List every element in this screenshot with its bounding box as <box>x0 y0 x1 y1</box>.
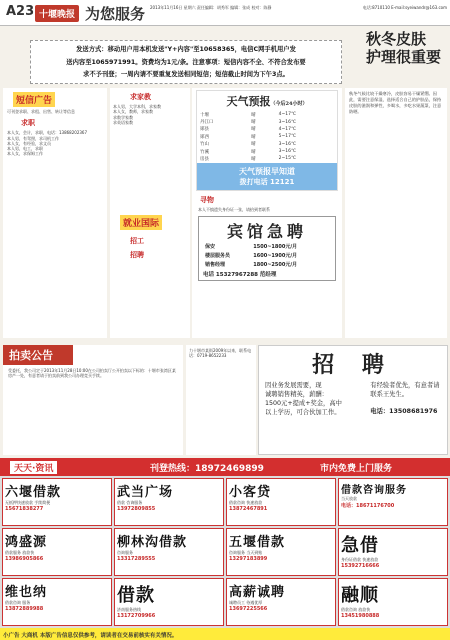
page-header <box>0 0 450 26</box>
newspaper-logo: 十堰晚报 <box>35 5 79 22</box>
hotel-positions <box>203 242 331 269</box>
recruit-line: 因业务发展需要，现 <box>265 382 322 389</box>
ads-bar-hotline: 刊登热线：18972469899 <box>150 464 264 474</box>
notice-snippet <box>186 345 256 455</box>
section-title: 为您服务 <box>85 5 146 23</box>
list-item: 本人男，大学本科，求家教 <box>113 104 161 109</box>
ad-cell: 六堰借款 无抵押快速放款 手续简便 15671838277 <box>2 478 112 526</box>
article-title-1: 秋冬皮肤 <box>366 30 427 48</box>
hiring-heading: 招工 <box>130 237 144 246</box>
recruit-title: 招 聘 <box>312 352 394 378</box>
table-row: 竹溪 晴 3~16℃ <box>200 149 297 155</box>
ad-cell: 维也纳 借款咨询 服务 13872889988 <box>2 578 112 626</box>
ad-cell: 借款咨询服务 当天放款 电话：18671176700 <box>338 478 448 526</box>
hotel-title: 宾馆急聘 <box>226 221 307 241</box>
footer-strip: 小广告 大商机 本版广告信息仅供参考，请读者在交易前核实有关情况。 <box>0 628 450 640</box>
recruit-ad <box>258 345 448 455</box>
lost-item-body: 本人不慎遗失身份证一张，请拾到者联系 <box>198 206 270 212</box>
ads-bar-service: 市内免费上门服务 <box>320 464 393 474</box>
recruit-line: 1500元+提成+奖金，高中 <box>265 400 342 407</box>
sms-ad-tag: 短信广告 <box>13 92 55 107</box>
ad-cell: 五堰借款 咨询服务 当天到账 13297183899 <box>226 528 336 576</box>
header-contact: 电话:8710110 E-mail:syeiwandr@163.com <box>362 5 447 10</box>
ad-cell: 武当广场 借款 咨询服务 13972809855 <box>114 478 224 526</box>
recruit-line: 诚聘销售精英，薪酬： <box>265 391 328 398</box>
job-seeking-heading: 求职 <box>21 119 35 128</box>
recruit-content <box>259 379 447 419</box>
skin-care-article <box>348 30 448 66</box>
banner-line-1: 发送方式：移动用户用本机发送"Y+内容"至10658365，电信C网手机用户发 <box>76 46 296 53</box>
ad-cell: 借款 济南服务热线 13172709966 <box>114 578 224 626</box>
tutoring-list <box>110 104 190 125</box>
recruit-line: 有经验者优先，有意者请 <box>370 382 440 389</box>
ad-cell: 柳林沟借款 咨询服务 13317289555 <box>114 528 224 576</box>
list-item: 本人女，教师，求家教 <box>113 109 153 115</box>
classified-ads-bar <box>0 458 450 476</box>
ad-cell: 鸿盛源 借款服务 放款快 13986905866 <box>2 528 112 576</box>
ad-cell: 急借 身份证借款 快速放款 15392716666 <box>338 528 448 576</box>
employment-tag: 就业国际 <box>120 215 162 230</box>
table-row: 楼层服务员 1600~1900元/月 <box>205 252 298 259</box>
recruit-heading: 招聘 <box>130 251 144 260</box>
article-title-2: 护理很重要 <box>366 48 442 66</box>
table-row: 十堰 晴 4~17℃ <box>200 112 297 118</box>
ad-cell: 小客贷 借款咨询 快速放款 13872467891 <box>226 478 336 526</box>
list-item: 求数学家教 <box>113 114 133 120</box>
ad-cell: 高薪诚聘 诚聘员工 待遇优厚 13697225566 <box>226 578 336 626</box>
banner-line-3: 求不予刊登；一周内请不要重复发送相同短信；短信截止时间为下午3点。 <box>83 71 289 78</box>
job-list <box>3 130 107 156</box>
sms-instructions-banner <box>30 40 342 84</box>
list-item: 本人男，电工，求职 <box>7 146 43 152</box>
list-item: 本人女，会计，求职，电话：13868202367 <box>7 130 87 136</box>
sms-intro: 可刊登求职、求租、出售、转让等信息 <box>7 109 75 114</box>
hotel-phone: 电话 15327967288 范经理 <box>203 271 277 278</box>
ad-cell: 融顺 借款咨询 放款快 13451980888 <box>338 578 448 626</box>
weather-hotel-column <box>192 88 342 338</box>
sms-ads-column <box>3 88 107 338</box>
tutoring-column <box>110 88 190 338</box>
recruit-line: 以上学历，可合伙加工作。 <box>265 409 341 416</box>
list-item: 求英语家教 <box>113 119 133 125</box>
tutoring-heading: 求家教 <box>130 93 151 101</box>
recruit-line: 联系王先生。 <box>370 391 409 398</box>
weather-title: 天气预报（今后24小时） <box>226 95 308 108</box>
auction-body: 受委托，我公司定于2013年11月28日10:00在公司拍卖厅公开拍卖以下标的：十堰市张湾区某房产一处，有意者请于拍卖前到我公司办理竞买手续。 <box>8 368 176 379</box>
table-row: 竹山 晴 3~16℃ <box>200 141 297 148</box>
lost-item-heading: 寻物 <box>200 195 214 204</box>
banner-line-2: 送内容至1065971991。资费均为1元/条。注意事项：短信内容不全、不符合发布要 <box>66 58 306 66</box>
notice-text: 力十堰市某街2009年以来，联系电话：0719-8652233 <box>189 348 252 359</box>
table-row: 郧县 晴 4~17℃ <box>200 126 297 133</box>
table-row: 销售经理 1800~2500元/月 <box>205 261 298 268</box>
weather-hotline-box <box>197 163 337 190</box>
table-row: 保安 1500~1800元/月 <box>205 243 298 250</box>
hotline-line-1: 天气预报早知道 <box>239 166 295 176</box>
page-number: A23 <box>6 4 35 19</box>
header-meta: 2013年11月16日 星期六 责任编辑：胡秀军 编辑：张成 校对：陈静 <box>150 5 272 10</box>
table-row: 丹江口 晴 3~16℃ <box>200 119 297 126</box>
classified-ads-grid <box>0 476 450 628</box>
recruit-phone: 电话：13508681976 <box>370 408 438 415</box>
list-item: 本人女，求保姆工作 <box>7 151 43 157</box>
weather-forecast <box>196 90 338 191</box>
weather-table <box>197 111 337 163</box>
list-item: 本人女，有经验，求文员 <box>7 140 51 146</box>
auction-notice <box>3 345 183 455</box>
table-row: 郧西 晴 5~17℃ <box>200 134 297 140</box>
table-row: 房县 晴 2~15℃ <box>200 156 297 162</box>
ads-bar-brand: 天天·资讯 <box>10 461 57 474</box>
hotel-recruit-ad <box>198 216 336 281</box>
auction-title: 拍卖公告 <box>3 345 73 365</box>
article-body: 秋冬气候比较干燥寒冷，皮肤容易干燥紧绷。因此，需要注意保湿，选择适合自己的护肤品，保持皮肤的滋润和弹性，多喝水，多吃水果蔬菜，注意防晒。 <box>349 91 442 114</box>
recruit-left <box>259 379 364 419</box>
recruit-right <box>364 379 447 419</box>
hotline-line-2: 拨打电话 12121 <box>239 177 295 186</box>
list-item: 本人男，有驾照，求司机工作 <box>7 135 59 141</box>
article-body-column <box>345 88 447 338</box>
